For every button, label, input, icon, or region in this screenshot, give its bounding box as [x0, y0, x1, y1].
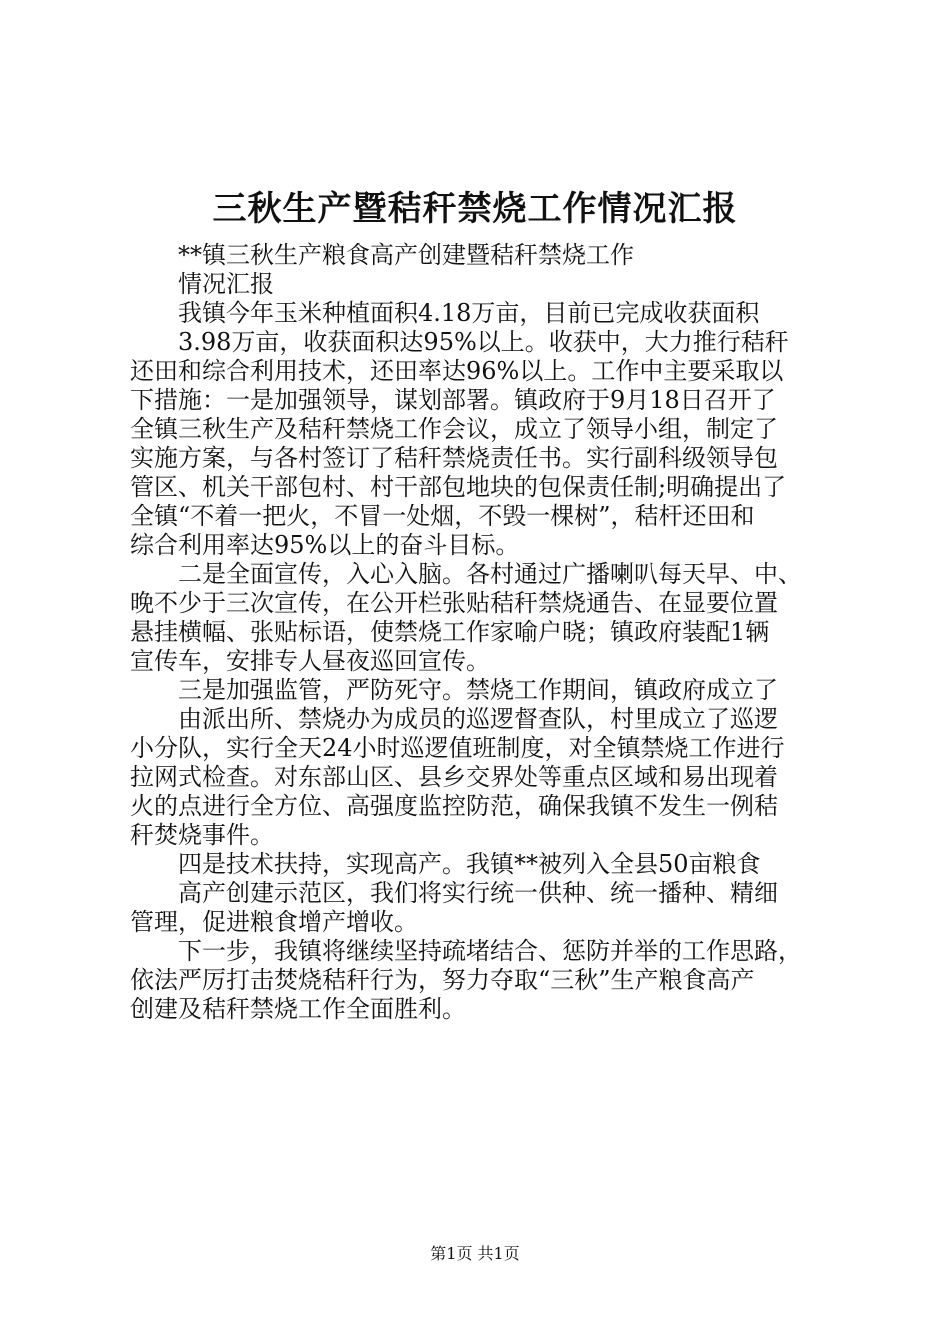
- body-line: 下措施：一是加强领导，谋划部署。镇政府于9月18日召开了: [130, 386, 776, 414]
- body-line: 管理，促进粮食增产增收。: [130, 908, 418, 936]
- body-line: 火的点进行全方位、高强度监控防范，确保我镇不发生一例秸: [130, 792, 778, 820]
- body-line: 全镇“不着一把火，不冒一处烟，不毁一棵树”，秸杆还田和: [130, 502, 755, 530]
- body-line: 秆焚烧事件。: [130, 821, 274, 849]
- document-title: 三秋生产暨秸秆禁烧工作情况汇报: [212, 189, 738, 229]
- body-line: 依法严厉打击焚烧秸秆行为，努力夺取“三秋”生产粮食高产: [130, 966, 755, 994]
- page-footer: 第1页 共1页: [430, 1244, 520, 1263]
- body-line: 宣传车，安排专人昼夜巡回宣传。: [130, 647, 490, 675]
- body-line: 拉网式检查。对东部山区、县乡交界处等重点区域和易出现着: [130, 763, 778, 791]
- body-line: 小分队，实行全天24小时巡逻值班制度，对全镇禁烧工作进行: [130, 734, 785, 762]
- body-line: 管区、机关干部包村、村干部包地块的包保责任制;明确提出了: [130, 473, 787, 501]
- body-line: 全镇三秋生产及秸秆禁烧工作会议，成立了领导小组，制定了: [130, 415, 778, 443]
- body-line: 三是加强监管，严防死守。禁烧工作期间，镇政府成立了: [178, 676, 778, 704]
- body-line: 下一步，我镇将继续坚持疏堵结合、惩防并举的工作思路，: [178, 937, 802, 965]
- body-line: 我镇今年玉米种植面积4.18万亩，目前已完成收获面积: [178, 299, 760, 327]
- body-line: 综合利用率达95%以上的奋斗目标。: [130, 531, 520, 559]
- body-line: 创建及秸秆禁烧工作全面胜利。: [130, 995, 466, 1023]
- body-line: **镇三秋生产粮食高产创建暨秸秆禁烧工作: [178, 241, 634, 269]
- body-line: 晚不少于三次宣传，在公开栏张贴秸秆禁烧通告、在显要位置: [130, 589, 778, 617]
- body-line: 悬挂横幅、张贴标语，使禁烧工作家喻户晓；镇政府装配1辆: [130, 618, 770, 646]
- body-line: 二是全面宣传，入心入脑。各村通过广播喇叭每天早、中、: [178, 560, 802, 588]
- body-line: 四是技术扶持，实现高产。我镇**被列入全县50亩粮食: [178, 850, 761, 878]
- body-line: 3.98万亩，收获面积达95%以上。收获中，大力推行秸秆: [178, 328, 789, 356]
- body-line: 情况汇报: [178, 270, 274, 298]
- body-line: 实施方案，与各村签订了秸秆禁烧责任书。实行副科级领导包: [130, 444, 778, 472]
- body-line: 由派出所、禁烧办为成员的巡逻督查队，村里成立了巡逻: [178, 705, 778, 733]
- body-line: 还田和综合利用技术，还田率达96%以上。工作中主要采取以: [130, 357, 784, 385]
- body-line: 高产创建示范区，我们将实行统一供种、统一播种、精细: [178, 879, 778, 907]
